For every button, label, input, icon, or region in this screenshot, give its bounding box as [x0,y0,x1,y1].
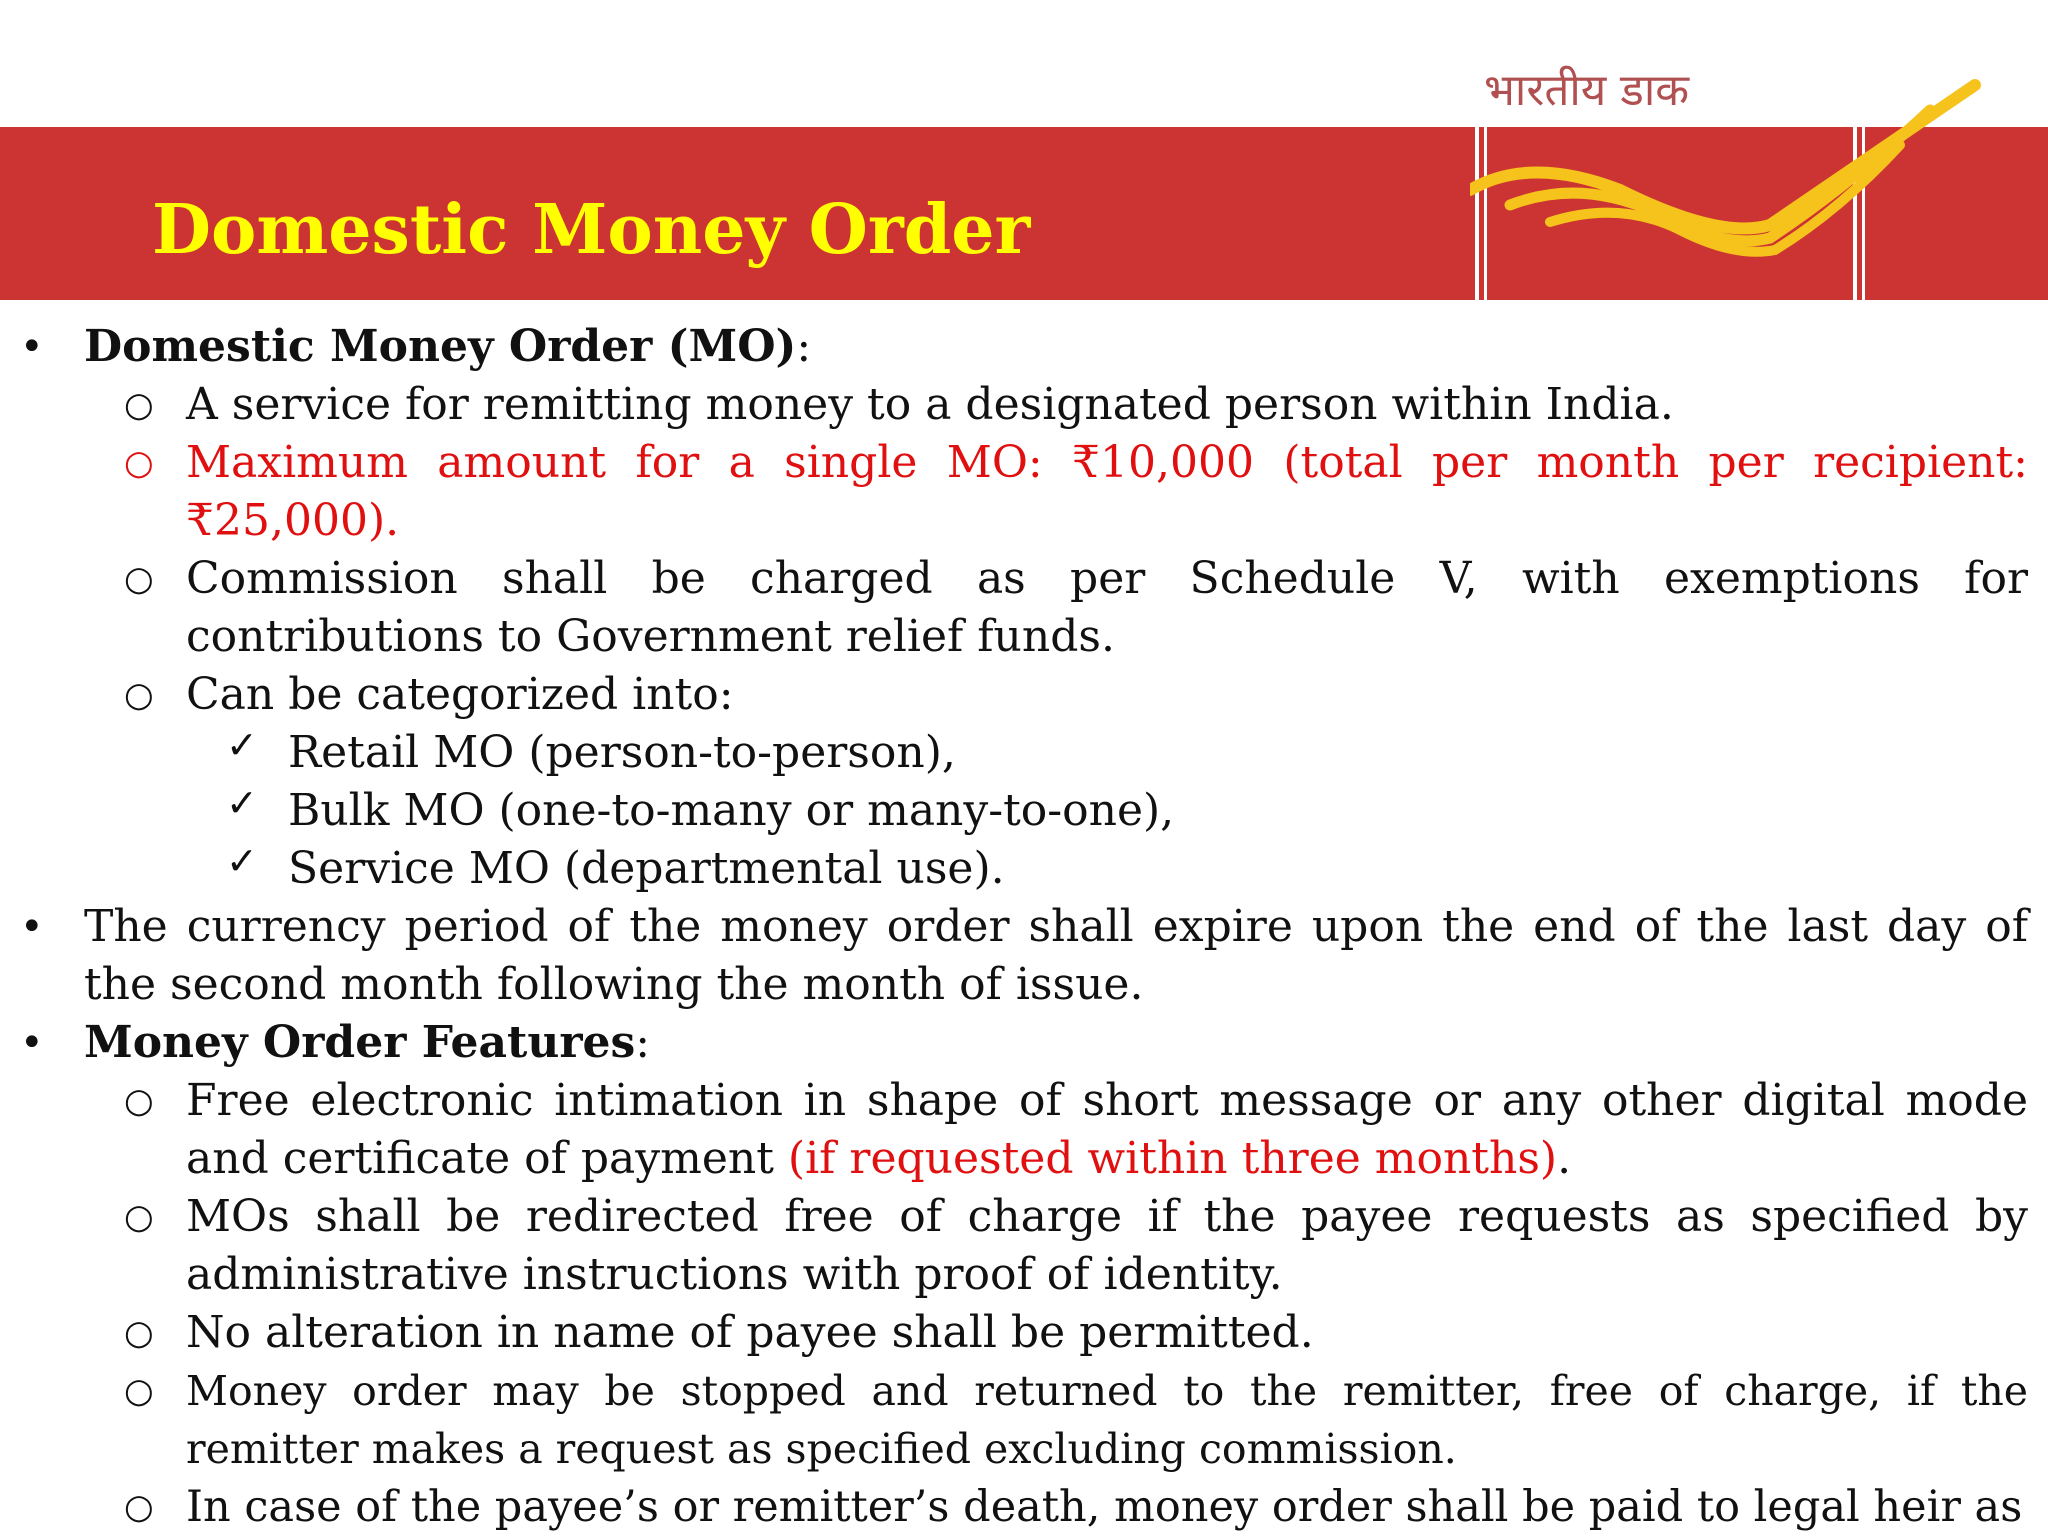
item-commission: Commission shall be charged as per Schedule V, with exemptions for contributions to Government relief funds. [186,553,2028,662]
bullet-dot: • [20,904,44,950]
logo-pillar-left-inner [1484,127,1487,305]
list-item [0,376,2048,434]
circle-bullet: ○ [124,559,154,599]
bullet-features [0,1014,2048,1072]
category-bulk: Bulk MO (one-to-many or many-to-one), [288,785,1175,836]
circle-bullet: ○ [124,443,154,483]
list-item [0,550,2048,666]
list-item [0,1188,2048,1304]
bullet-dot: • [20,1020,44,1066]
circle-bullet: ○ [124,1197,154,1237]
heading-domestic-mo: Domestic Money Order (MO) [84,321,797,372]
feature-legal-heir: In case of the payee’s or remitter’s death, money order shall be paid to legal heir as [186,1482,2023,1532]
logo-pillar-left [1475,127,1479,305]
feature-stop-return: Money order may be stopped and returned to the remitter, free of charge, if the remitter makes a request as specified excluding commission. [186,1367,2028,1473]
currency-period-text: The currency period of the money order shall expire upon the end of the last day of the second month following the month of issue. [84,901,2028,1010]
circle-bullet: ○ [124,1487,154,1527]
category-item [0,840,2048,898]
item-categories-intro: Can be categorized into: [186,669,734,720]
slide-title: Domestic Money Order [152,190,1031,270]
item-maximum-amount: Maximum amount for a single MO: ₹10,000 (total per month per recipient: ₹25,000). [186,437,2028,546]
heading-features: Money Order Features [84,1017,636,1068]
circle-bullet: ○ [124,1371,154,1411]
bullet-domestic-mo [0,318,2048,376]
item-service-description: A service for remitting money to a designated person within India. [186,379,1674,430]
circle-bullet: ○ [124,675,154,715]
check-icon: ✓ [226,723,258,767]
category-retail: Retail MO (person-to-person), [288,727,956,778]
list-item [0,434,2048,550]
list-item [0,1072,2048,1188]
circle-bullet: ○ [124,1313,154,1353]
category-item [0,724,2048,782]
category-service: Service MO (departmental use). [288,843,1005,894]
circle-bullet: ○ [124,1081,154,1121]
logo-wordmark: भारतीय डाक [1484,65,1690,116]
list-item [0,1304,2048,1362]
heading-colon: : [796,321,812,372]
logo-pillar-right [1853,127,1857,305]
check-icon: ✓ [226,781,258,825]
india-post-logo [1470,60,2048,305]
feature-no-alteration: No alteration in name of payee shall be permitted. [186,1307,1314,1358]
list-item [0,1362,2048,1478]
heading-colon: : [635,1017,651,1068]
list-item [0,666,2048,724]
slide-content [0,318,2048,1536]
check-icon: ✓ [226,839,258,883]
category-item [0,782,2048,840]
bullet-currency-period [0,898,2048,1014]
list-item [0,1478,2048,1536]
feature-intimation-end: . [1557,1133,1572,1184]
circle-bullet: ○ [124,385,154,425]
feature-redirection: MOs shall be redirected free of charge if the payee requests as specified by administrative instructions with proof of identity. [186,1191,2028,1300]
feature-intimation-condition: (if requested within three months) [787,1133,1558,1184]
feature-intimation: Free electronic intimation in shape of short message or any other digital mode and certificate of payment [186,1075,2028,1184]
bullet-dot: • [20,324,44,370]
